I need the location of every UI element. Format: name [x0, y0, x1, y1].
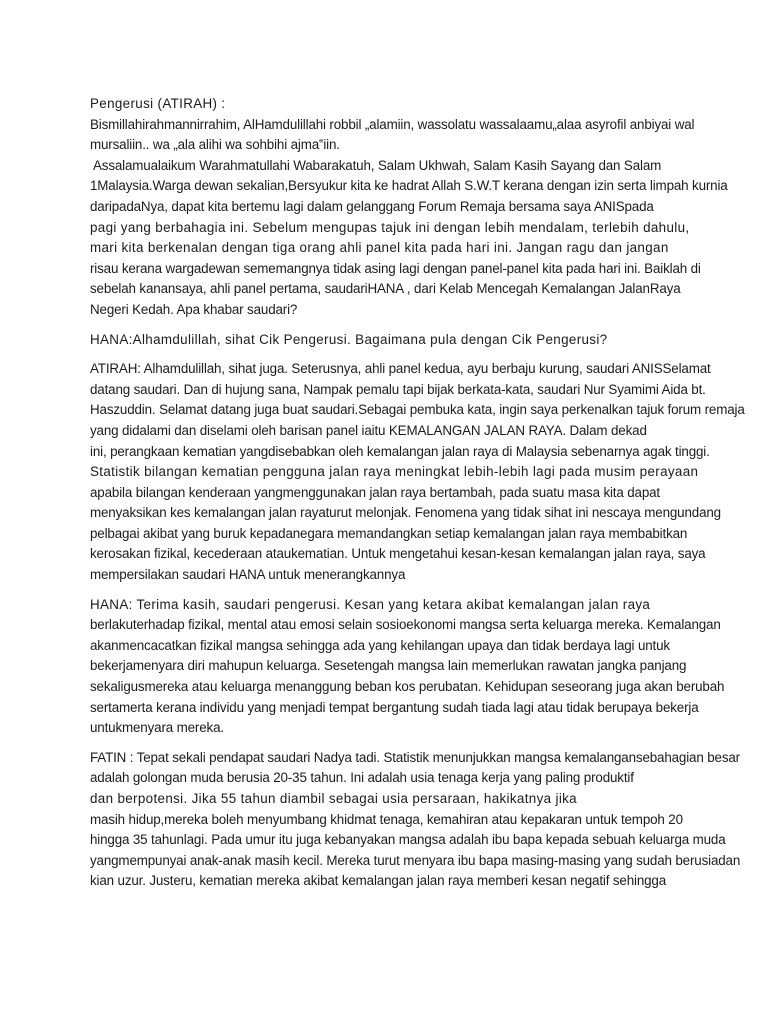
text-line: hingga 35 tahunlagi. Pada umur itu juga kebanyakan mangsa adalah ibu bapa kepada sebuah keluarga muda: [90, 832, 726, 848]
paragraph-pengerusi-opening: [90, 94, 728, 321]
text-line: ATIRAH: Alhamdulillah, sihat juga. Seterusnya, ahli panel kedua, ayu berbaju kurung, saudari ANISSelamat: [90, 361, 711, 377]
text-line: datang saudari. Dan di hujung sana, Nampak pemalu tapi bijak berkata-kata, saudari Nur Syamimi Aida bt.: [90, 381, 706, 397]
paragraph-hana-effects: [90, 595, 725, 739]
text-line: ini, perangkaan kematian yangdisebabkan oleh kemalangan jalan raya di Malaysia sebenarnya agak tinggi.: [90, 443, 710, 459]
text-line: mempersilakan saudari HANA untuk menerangkannya: [90, 567, 406, 583]
text-line: Statistik bilangan kematian pengguna jalan raya meningkat lebih-lebih lagi pada musim perayaan: [90, 464, 699, 480]
text-line: untukmenyara mereka.: [90, 720, 224, 736]
text-line: adalah golongan muda berusia 20-35 tahun. Ini adalah usia tenaga kerja yang paling produktif: [90, 770, 634, 786]
text-line: Assalamualaikum Warahmatullahi Wabarakatuh, Salam Ukhwah, Salam Kasih Sayang dan Salam: [93, 157, 662, 173]
text-line: sertamerta kerana individu yang menjadi tempat bergantung sudah tiada lagi atau tidak berupaya bekerja: [90, 699, 699, 715]
text-line: 1Malaysia.Warga dewan sekalian,Bersyukur kita ke hadrat Allah S.W.T kerana dengan izin serta limpah kurnia: [90, 178, 728, 194]
paragraph-spacer: [90, 350, 688, 359]
paragraph-fatin-statistics: [90, 748, 741, 892]
text-line: masih hidup,mereka boleh menyumbang khidmat tenaga, kemahiran atau kepakaran untuk tempoh 20: [90, 811, 683, 827]
text-line: mursaliin.. wa „ala alihi wa sohbihi ajma‟iin.: [90, 137, 340, 153]
text-line: HANA:Alhamdulillah, sihat Cik Pengerusi. Bagaimana pula dengan Cik Pengerusi?: [90, 331, 608, 347]
paragraph-hana-reply: [90, 330, 688, 351]
text-line: sebelah kanansaya, ahli panel pertama, saudariHANA , dari Kelab Mencegah Kemalangan JalanRaya: [90, 281, 681, 297]
paragraph-atirah-intro: [90, 359, 745, 586]
text-line: FATIN : Tepat sekali pendapat saudari Nadya tadi. Statistik menunjukkan mangsa kemalangansebahagian besar: [90, 749, 740, 765]
paragraph-spacer: [90, 321, 688, 330]
text-line: Bismillahirahmannirrahim, AlHamdulillahi robbil „alamiin, wassolatu wassalaamu„alaa asyrofil anbiyai wal: [90, 116, 695, 132]
text-line: akanmencacatkan fizikal mangsa sehingga ada yang kehilangan upaya dan tidak berdaya lagi untuk: [90, 637, 670, 653]
text-line: dan berpotensi. Jika 55 tahun diambil sebagai usia persaraan, hakikatnya jika: [90, 791, 577, 806]
text-line: risau kerana wargadewan sememangnya tidak asing lagi dengan panel-panel kita pada hari ini. Baiklah di: [90, 260, 701, 276]
text-line: yangmempunyai anak-anak masih kecil. Mereka turut menyara ibu bapa masing-masing yang sudah berusiadan: [90, 852, 741, 868]
text-line: mari kita berkenalan dengan tiga orang ahli panel kita pada hari ini. Jangan ragu dan jangan: [90, 240, 669, 256]
text-line: Haszuddin. Selamat datang juga buat saudari.Sebagai pembuka kata, ingin saya perkenalkan tajuk forum remaja: [90, 402, 745, 418]
text-line: menyaksikan kes kemalangan jalan rayaturut melonjak. Fenomena yang tidak sihat ini nescaya mengundang: [90, 505, 721, 521]
text-line: yang didalami dan diselami oleh barisan panel iaitu KEMALANGAN JALAN RAYA. Dalam dekad: [90, 422, 647, 438]
text-line: sekaligusmereka atau keluarga menanggung beban kos perubatan. Kehidupan seseorang juga akan berubah: [90, 679, 725, 695]
paragraph-spacer: [90, 586, 688, 595]
text-line: berlakuterhadap fizikal, mental atau emosi selain sosioekonomi mangsa serta keluarga mereka. Kemalangan: [90, 617, 721, 633]
text-line: bekerjamenyara diri mahupun keluarga. Sesetengah mangsa lain memerlukan rawatan jangka panjang: [90, 658, 687, 674]
text-line: kian uzur. Justeru, kematian mereka akibat kemalangan jalan raya memberi kesan negatif sehingga: [90, 873, 667, 889]
text-line: pagi yang berbahagia ini. Sebelum mengupas tajuk ini dengan lebih mendalam, terlebih dahulu,: [90, 219, 690, 235]
text-line: apabila bilangan kenderaan yangmenggunakan jalan raya bertambah, pada suatu masa kita dapat: [90, 484, 661, 500]
text-line: Negeri Kedah. Apa khabar saudari?: [90, 301, 298, 317]
text-line: kerosakan fizikal, kecederaan ataukematian. Untuk mengetahui kesan-kesan kemalangan jalan raya, saya: [90, 546, 706, 562]
text-line: pelbagai akibat yang buruk kepadanegara memandangkan setiap kemalangan jalan raya membabitkan: [90, 525, 688, 541]
text-line: HANA: Terima kasih, saudari pengerusi. Kesan yang ketara akibat kemalangan jalan raya: [90, 596, 651, 612]
speaker-heading: Pengerusi (ATIRAH) :: [90, 96, 226, 111]
text-line: daripadaNya, dapat kita bertemu lagi dalam gelanggang Forum Remaja bersama saya ANISpada: [90, 198, 654, 214]
paragraph-spacer: [90, 739, 688, 748]
